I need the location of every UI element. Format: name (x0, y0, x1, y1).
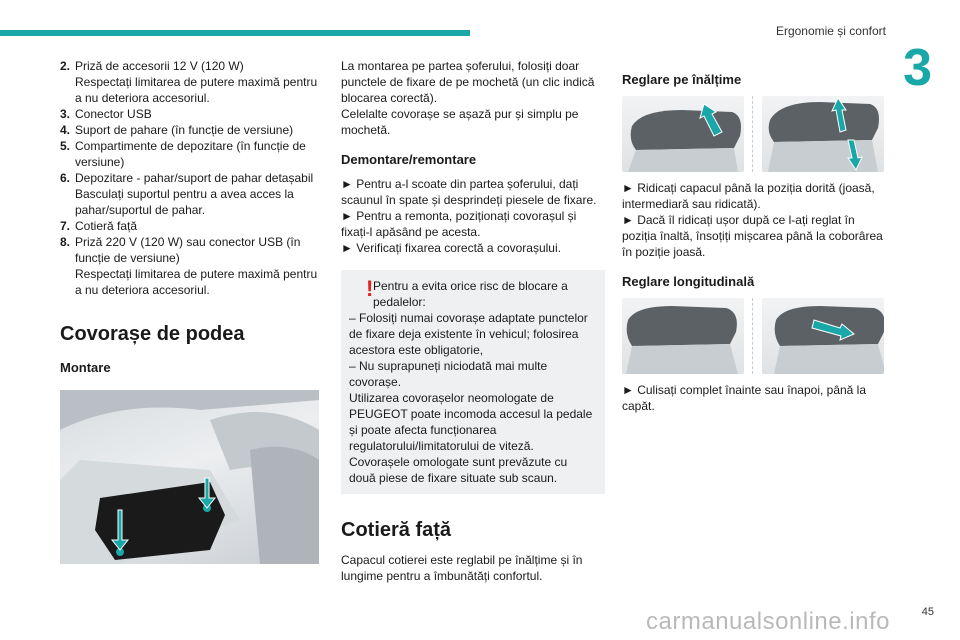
mount-intro: La montarea pe partea șoferului, folosiți doar punctele de fixare de pe mochetă (un clic indică blocarea corectă). (341, 59, 595, 105)
warning-icon: ! (366, 276, 374, 301)
floor-mat-illustration (60, 390, 319, 564)
list-item: 5. Compartimente de depozitare (în funcție de versiune) (60, 139, 306, 169)
list-item: 4. Suport de pahare (în funcție de versiune) (60, 123, 294, 137)
height-adjust-illustration (622, 96, 884, 172)
warning-lead: Pentru a evita orice risc de blocare a pedalelor: (373, 279, 568, 309)
step: ► Dacă îl ridicați ușor după ce l-ați reglat în poziția înaltă, însoțiți mișcarea până la coborârea în poziție joasă. (622, 213, 883, 259)
warning-line: Utilizarea covorașelor neomologate de PEUGEOT poate incomoda accesul la pedale și poate afecta funcționarea regulatorului/limitatorului de viteză. (349, 391, 593, 453)
armrest-intro: Capacul cotierei este reglabil pe înălțime și în lungime pentru a îmbunătăți confortul. (341, 553, 583, 583)
chapter-number: 3 (903, 39, 932, 97)
section-title: Ergonomie și confort (775, 24, 886, 38)
divider (752, 96, 754, 172)
armrest-back-image (622, 298, 744, 374)
list-item: 6. Depozitare - pahar/suport de pahar detașabil Basculați suportul pentru a avea acces la pahar/suportul de pahar. (60, 171, 314, 217)
list-item: 7. Cotieră față (60, 219, 138, 233)
mount-intro-2: Celelalte covorașe se așază pur și simplu pe mochetă. (341, 107, 579, 137)
warning-line: Covorașele omologate sunt prevăzute cu două piese de fixare situate sub scaun. (349, 455, 568, 485)
header-accent-bar (0, 30, 470, 36)
subheading-fitting: Montare (60, 360, 111, 375)
warning-line: – Nu suprapuneți niciodată mai multe covorașe. (349, 359, 548, 389)
warning-box (341, 270, 605, 494)
warning-line: – Folosiți numai covorașe adaptate punctelor de fixare deja existente în vehicul; folosirea acestora este obligatorie, (349, 311, 588, 357)
armrest-forward-image (762, 298, 884, 374)
longitudinal-adjust-illustration (622, 298, 884, 374)
armrest-low-image (622, 96, 744, 172)
step: ► Verificați fixarea corectă a covorașului. (341, 241, 561, 255)
list-item: 2. Priză de accesorii 12 V (120 W) Respectați limitarea de putere maximă pentru a nu deteriora accesoriul. (60, 59, 318, 105)
list-item: 8. Priză 220 V (120 W) sau conector USB (în funcție de versiune) Respectați limitarea de putere maximă pentru a nu deteriora accesoriul. (60, 235, 318, 297)
subheading-longitudinal-adjust: Reglare longitudinală (622, 274, 755, 289)
subheading-removal: Demontare/remontare (341, 152, 477, 167)
list-item: 3. Conector USB (60, 107, 152, 121)
column-3 (622, 58, 884, 414)
heading-floor-mats: Covorașe de podea (60, 323, 245, 345)
step: ► Pentru a-l scoate din partea șoferului, dați scaunul în spate și desprindeți piesele de fixare. (341, 177, 597, 207)
column-2 (341, 58, 605, 584)
step: ► Culisați complet înainte sau înapoi, până la capăt. (622, 383, 867, 413)
watermark: carmanualsonline.info (646, 608, 890, 635)
page-number: 45 (921, 606, 934, 618)
step: ► Pentru a remonta, poziționați covorașul și fixați-l apăsând pe acesta. (341, 209, 577, 239)
heading-front-armrest: Cotieră față (341, 519, 452, 541)
component-list (60, 58, 322, 298)
divider (752, 298, 754, 374)
subheading-height-adjust: Reglare pe înălțime (622, 72, 742, 87)
step: ► Ridicați capacul până la poziția dorită (joasă, intermediară sau ridicată). (622, 181, 875, 211)
armrest-high-image (762, 96, 884, 172)
column-1 (60, 58, 322, 564)
